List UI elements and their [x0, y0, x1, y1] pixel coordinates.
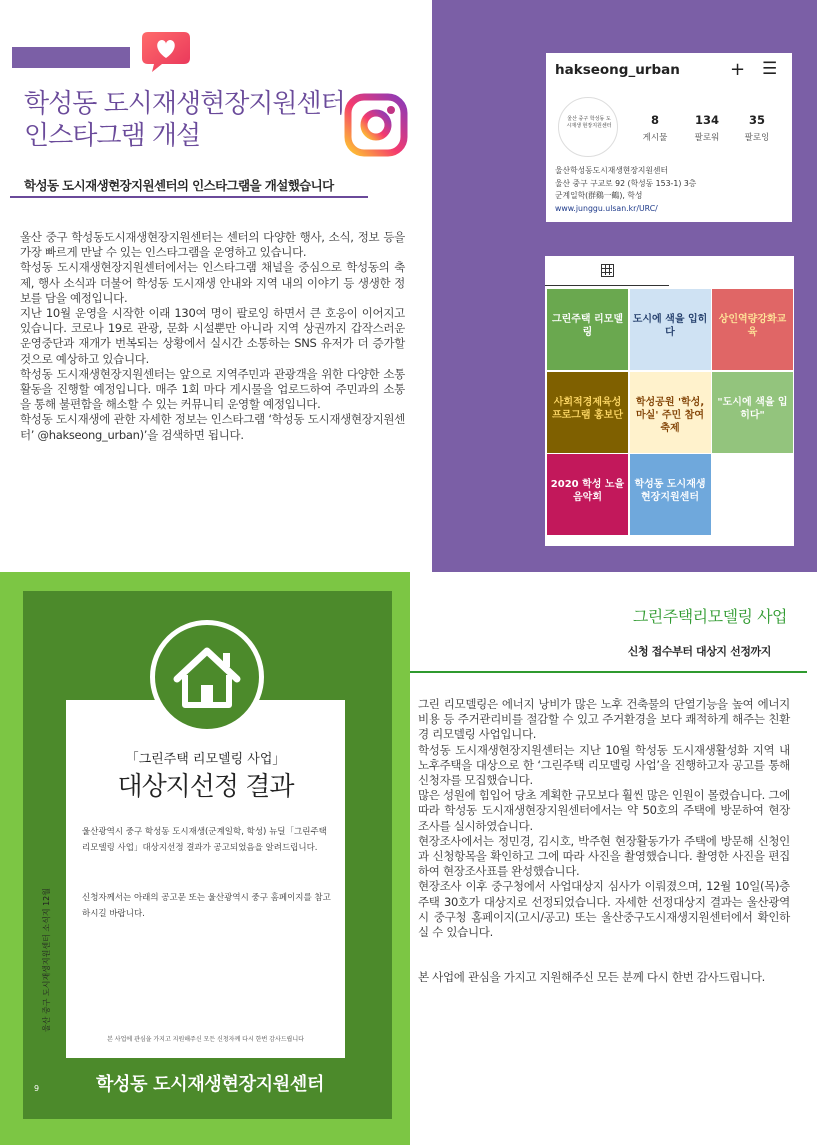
bio-tagline: 군계일학(群鷄一鶴), 학성 — [555, 191, 643, 200]
avatar[interactable] — [558, 97, 618, 157]
feed-post-thumbnail[interactable] — [712, 289, 793, 370]
instagram-feed-card — [545, 256, 794, 546]
followers-stat[interactable] — [684, 113, 730, 143]
feed-post-thumbnail[interactable] — [547, 454, 628, 535]
feed-post-caption: 2020 학성 노을 음악회 — [550, 479, 625, 503]
feed-post-caption: 학성공원 '학성, 마실' 주민 참여 축제 — [635, 396, 705, 434]
newsletter-caption: 울산 중구 도시재생지원센터 소식지 12월 — [42, 888, 51, 1032]
notice-paragraph: 울산광역시 중구 학성동 도시재생(군계일학, 학성) 뉴딜「그린주택 리모델링 사업」대상지선정 결과가 공고되었음을 알려드립니다. — [82, 827, 327, 853]
remodeling-article-body — [418, 697, 790, 985]
decorative-purple-bar — [12, 47, 130, 68]
feed-post-caption: 도시에 색을 입히다 — [632, 314, 708, 338]
grid-icon — [601, 264, 614, 277]
bio-link[interactable]: www.junggu.ulsan.kr/URC/ — [555, 203, 658, 213]
avatar-text: 울산 중구 학성동 도시재생 현장지원센터 — [566, 116, 612, 129]
section-subhead: 학성동 도시재생현장지원센터의 인스타그램을 개설했습니다 — [24, 178, 334, 193]
instagram-profile-card — [546, 53, 792, 222]
feed-post-caption: 그린주택 리모델링 — [551, 314, 624, 338]
article-paragraph: 지난 10월 운영을 시작한 이래 130여 명이 팔로잉 하면서 큰 호응이 이어지고 있습니다. 코로나 19로 관광, 문화 시설뿐만 아니라 지역 상권까지 갑작스러운 운영중단과 재개가 번복되는 상황에서 실시간 소통하는 SNS 유저가 더 증가할 것으로 예상하고 있습니다. — [20, 306, 405, 366]
feed-post-thumbnail[interactable] — [547, 372, 628, 453]
feed-post-thumbnail[interactable] — [630, 289, 711, 370]
article-paragraph: 본 사업에 관심을 가지고 지원해주신 모든 분께 다시 한번 감사드립니다. — [418, 970, 766, 985]
following-count: 35 — [748, 113, 765, 127]
heart-chat-icon — [140, 28, 192, 74]
instagram-article-body — [20, 230, 405, 443]
posts-stat[interactable] — [632, 113, 678, 143]
article-paragraph: 현장조사에서는 정민경, 김시호, 박주현 현장활동가가 주택에 방문해 신청인과 신청항목을 확인하고 그에 따라 사진을 촬영했습니다. 촬영한 사진을 편집하여 현장조사표를 완성했습니다. — [418, 833, 790, 879]
following-stat[interactable] — [734, 113, 780, 143]
posts-count: 8 — [650, 113, 659, 127]
feed-post-thumbnail[interactable] — [630, 372, 711, 453]
article-paragraph: 그린 리모델링은 에너지 낭비가 많은 노후 건축물의 단열기능을 높여 에너지 비용 등 주거관리비를 절감할 수 있고 주거환경을 보다 쾌적하게 해주는 친환경 리모델링 사업입니다. — [418, 697, 790, 742]
followers-label: 팔로워 — [694, 133, 720, 143]
feed-post-thumbnail[interactable] — [712, 372, 793, 453]
tab-grid[interactable] — [545, 256, 669, 286]
profile-bio — [555, 165, 785, 215]
center-brand-name: 학성동 도시재생현장지원센터 — [95, 1074, 325, 1095]
bio-name: 울산학성동도시재생현장지원센터 — [555, 166, 668, 175]
notice-paragraph: 신청자께서는 아래의 공고문 또는 울산광역시 중구 홈페이지를 참고하시길 바랍니다. — [82, 893, 331, 919]
article-paragraph: 학성동 도시재생에 관한 자세한 정보는 인스타그램 ‘학성동 도시재생현장지원센터’ @hakseong_urban)’을 검색하면 됩니다. — [20, 412, 405, 442]
article-paragraph: 학성동 도시재생현장지원센터에서는 인스타그램 채널을 중심으로 학성동의 축제, 행사 소식과 더불어 학성동 도시재생 안내와 지역 내의 이야기 등 생생한 정보를 담을 예정입니다. — [20, 260, 405, 305]
article-paragraph: 현장조사 이후 중구청에서 사업대상지 심사가 이뤄졌으며, 12월 10일(목)층 주택 30호가 대상지로 선정되었습니다. 자세한 선정대상지 결과는 울산광역시 중구청 홈페이지(고시/공고) 또는 울산중구도시재생지원센터에서 확인하실 수 있습니다. — [418, 879, 790, 940]
following-label: 팔로잉 — [744, 133, 770, 143]
feed-post-caption: 학성동 도시재생 현장지원센터 — [634, 479, 706, 503]
house-icon — [155, 625, 259, 729]
feed-post-caption: 사회적경제육성 프로그램 홍보단 — [551, 396, 624, 421]
feed-post-thumbnail[interactable] — [630, 454, 711, 535]
posts-label: 게시물 — [642, 133, 668, 143]
menu-icon[interactable]: ☰ — [762, 59, 778, 79]
feed-post-caption: 상인역량강화교육 — [718, 314, 787, 338]
article-paragraph: 많은 성원에 힘입어 당초 계획한 규모보다 훨씬 많은 인원이 몰렸습니다. 그에 따라 학성동 도시재생현장지원센터에서는 약 50호의 주택에 방문하여 현장조사를 실시하였습니다. — [418, 788, 790, 833]
headline-line-1: 학성동 도시재생현장지원센터 — [24, 89, 345, 119]
article-paragraph: 울산 중구 학성동도시재생현장지원센터는 센터의 다양한 행사, 소식, 정보 등을 가장 빠르게 만날 수 있는 인스타그램을 운영하고 있습니다. — [20, 230, 405, 260]
tab-tagged[interactable] — [669, 256, 793, 286]
profile-handle[interactable]: hakseong_urban — [555, 62, 680, 78]
feed-post-thumbnail[interactable] — [547, 289, 628, 370]
article-paragraph: 학성동 도시재생현장지원센터는 앞으로 지역주민과 관광객을 위한 다양한 소통활동을 진행할 예정입니다. 매주 1회 마다 게시물을 업로드하여 주민과의 소통을 통해 불편함을 해소할 수 있는 커뮤니티 운영할 예정입니다. — [20, 366, 405, 412]
house-badge — [150, 620, 264, 734]
article-paragraph: 학성동 도시재생현장지원센터는 지난 10월 학성동 도시재생활성화 지역 내 노후주택을 대상으로 한 ‘그린주택 리모델링 사업’을 진행하고자 공고를 통해 신청자를 모집했습니다. — [418, 742, 790, 788]
bio-address: 울산 중구 구교로 92 (학성동 153-1) 3층 — [555, 178, 697, 188]
followers-count: 134 — [694, 113, 719, 127]
page-headline — [24, 88, 354, 152]
page-number: 9 — [34, 1084, 40, 1093]
feed-post-caption: "도시에 색을 입히다" — [717, 396, 788, 421]
subhead-divider — [10, 196, 368, 198]
plus-icon[interactable]: + — [730, 59, 746, 80]
notice-footer-note: 본 사업에 관심을 가지고 지원해주신 모든 신청자께 다시 한번 감사드립니다 — [107, 1036, 304, 1043]
remodeling-section-subtitle: 신청 접수부터 대상지 선정까지 — [627, 645, 771, 658]
remodeling-section-title: 그린주택리모델링 사업 — [632, 607, 787, 626]
notice-title: 대상지선정 결과 — [117, 772, 294, 802]
section-divider — [410, 671, 807, 673]
instagram-logo-icon — [344, 93, 408, 157]
notice-subtitle: 「그린주택 리모델링 사업」 — [125, 752, 286, 767]
spacer — [418, 940, 790, 970]
headline-line-2: 인스타그램 개설 — [24, 121, 201, 151]
